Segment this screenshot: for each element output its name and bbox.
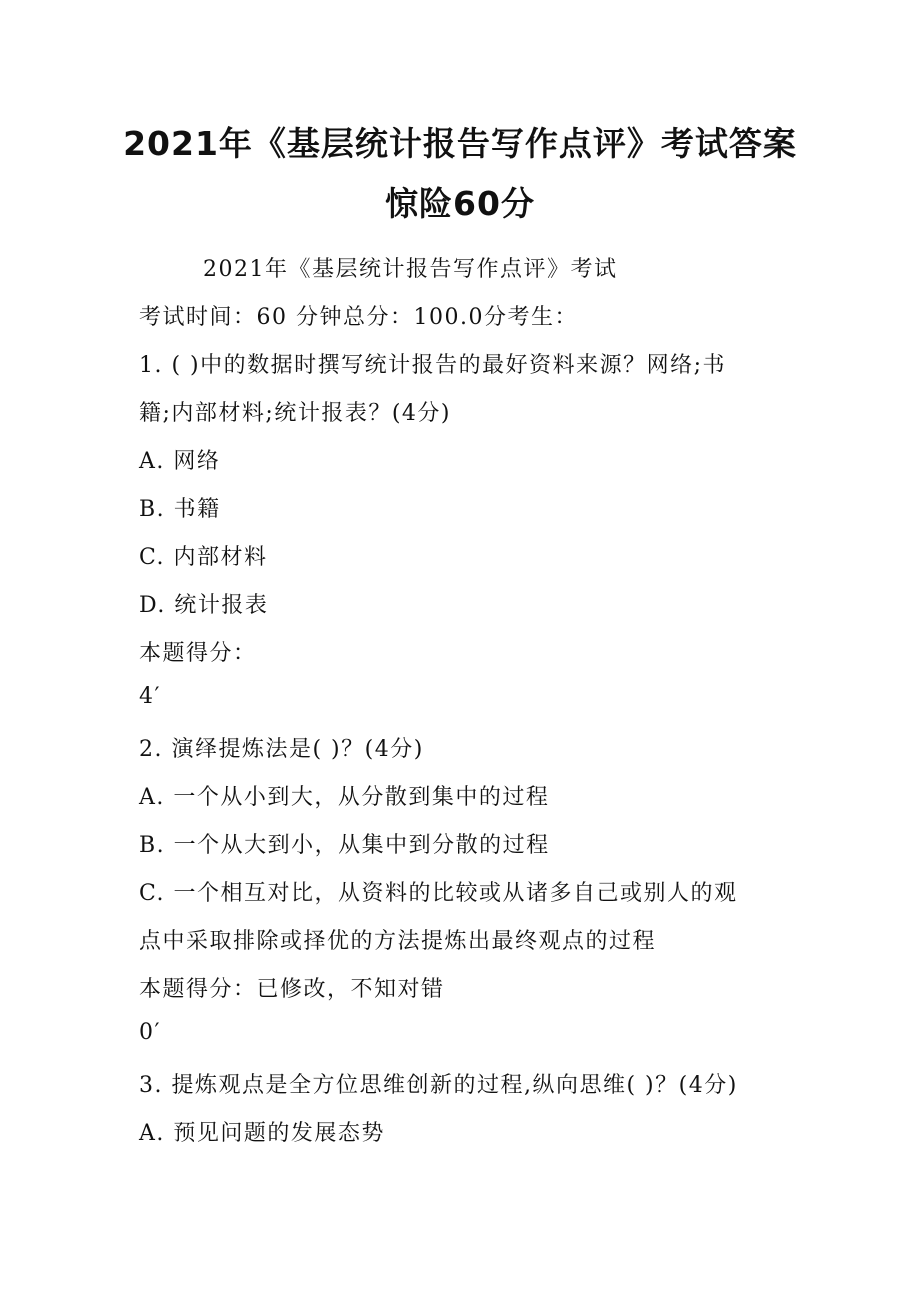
q1-stem-line1: 1. ( )中的数据时撰写统计报告的最好资料来源？网络;书 — [139, 353, 727, 378]
q1-score: 4′ — [139, 684, 161, 709]
q1-option-a: A. 网络 — [139, 449, 221, 474]
q1-option-c: C. 内部材料 — [139, 545, 268, 570]
q2-option-c-line2: 点中采取排除或择优的方法提炼出最终观点的过程 — [139, 929, 657, 954]
q3-stem: 3. 提炼观点是全方位思维创新的过程,纵向思维( )？(4分) — [139, 1073, 738, 1098]
exam-subtitle: 2021年《基层统计报告写作点评》考试 — [203, 257, 618, 282]
exam-info: 考试时间：60 分钟总分：100.0分考生： — [139, 305, 578, 330]
q3-option-a: A. 预见问题的发展态势 — [139, 1121, 385, 1146]
q1-option-b: B. 书籍 — [139, 497, 221, 522]
document-title-line1: 2021年《基层统计报告写作点评》考试答案 — [123, 124, 797, 163]
q2-option-a: A. 一个从小到大，从分散到集中的过程 — [139, 785, 550, 810]
q2-score: 0′ — [139, 1020, 161, 1045]
q2-option-b: B. 一个从大到小，从集中到分散的过程 — [139, 833, 550, 858]
q2-stem: 2. 演绎提炼法是( )？(4分) — [139, 737, 424, 762]
q1-score-label: 本题得分： — [139, 641, 257, 666]
q1-stem-line2: 籍;内部材料;统计报表？(4分) — [139, 401, 451, 426]
q1-option-d: D. 统计报表 — [139, 593, 269, 618]
q2-option-c-line1: C. 一个相互对比，从资料的比较或从诸多自己或别人的观 — [139, 881, 738, 906]
document-title-line2: 惊险60分 — [385, 184, 535, 223]
q2-score-label: 本题得分：已修改，不知对错 — [139, 977, 445, 1002]
